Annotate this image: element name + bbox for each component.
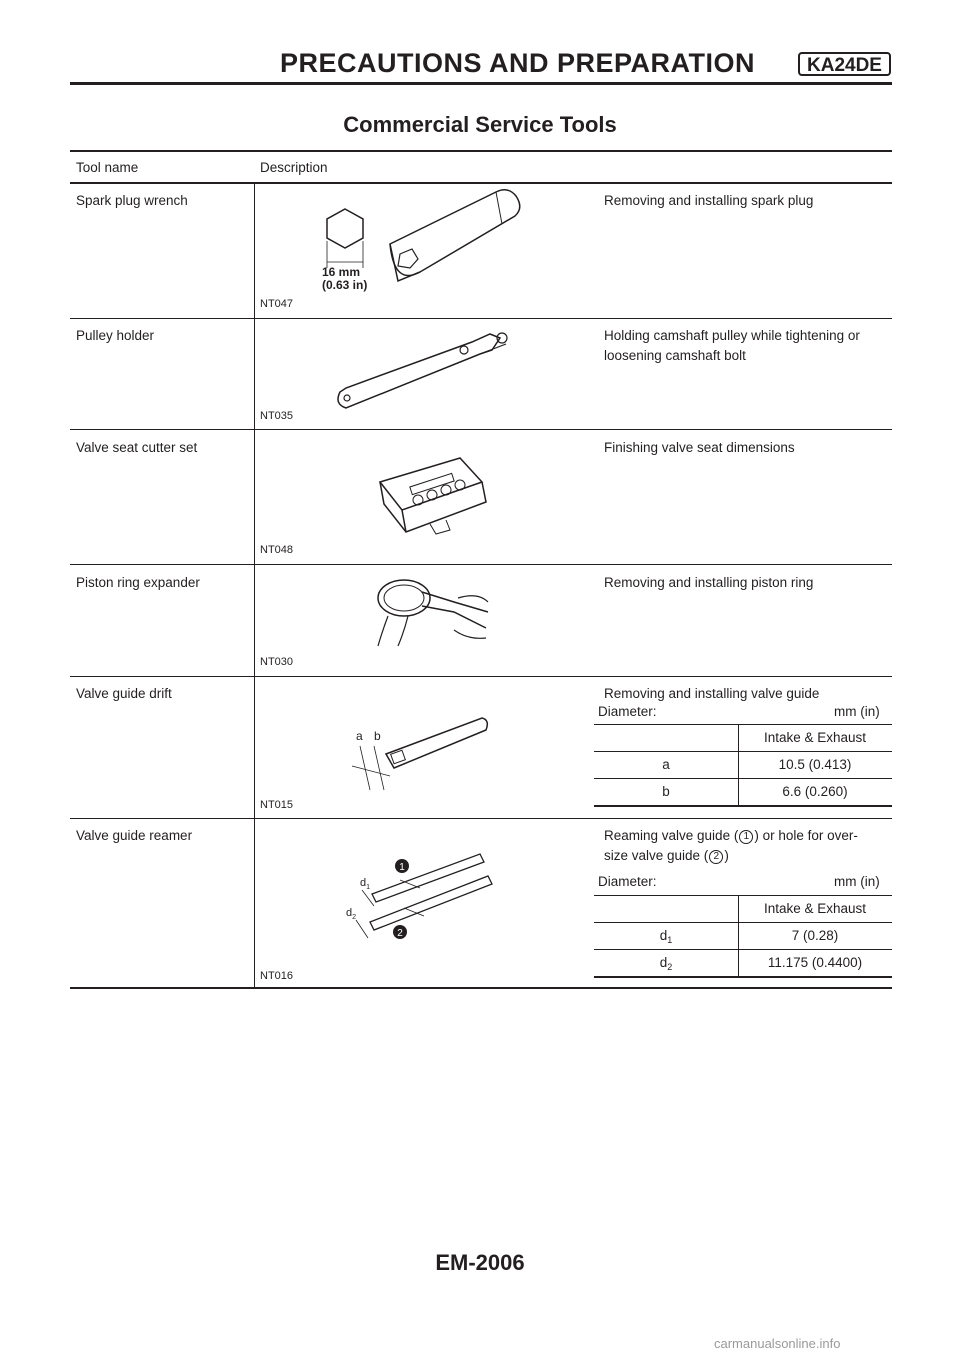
figure-code: NT016 <box>260 970 294 982</box>
dimension-label: b <box>662 784 670 799</box>
figure-label-d1: $d_1$ <box>360 877 371 891</box>
column-header-description: Description <box>260 160 328 175</box>
valve-guide-drift-dimension-table <box>594 724 892 807</box>
table-row <box>594 752 892 779</box>
tool-description: size valve guide ( 2 ) <box>604 848 729 863</box>
spark-plug-wrench-illustration <box>310 186 530 298</box>
row-divider <box>70 818 892 819</box>
row-divider <box>70 429 892 430</box>
diameter-label: Diameter: <box>598 704 657 719</box>
table-row <box>594 779 892 807</box>
watermark: carmanualsonline.info <box>714 1336 841 1351</box>
tool-description: Removing and installing valve guide <box>604 686 820 701</box>
dimension-label: $d_1$ <box>659 928 673 945</box>
header-code-badge: KA24DE <box>798 52 891 76</box>
valve-guide-drift-illustration <box>346 712 496 796</box>
callout-2-icon: 2 <box>397 928 403 939</box>
valve-seat-cutter-set-illustration <box>370 452 500 538</box>
reference-number-1-icon: 1 <box>739 830 753 844</box>
figure-code: NT030 <box>260 656 294 668</box>
column-header-tool-name: Tool name <box>76 160 139 175</box>
tool-name: Valve seat cutter set <box>76 440 198 455</box>
dimension-header-row <box>594 895 892 923</box>
dimension-header: Intake & Exhaust <box>763 730 867 745</box>
tool-name: Valve guide reamer <box>76 828 193 843</box>
pulley-holder-illustration <box>330 324 520 416</box>
figure-label-d2: $d_2$ <box>346 907 357 921</box>
dimension-label: $d_2$ <box>659 955 673 972</box>
column-divider <box>254 184 255 989</box>
tool-name: Valve guide drift <box>76 686 172 701</box>
row-divider <box>70 564 892 565</box>
figure-label-in: (0.63 in) <box>322 278 368 292</box>
row-divider <box>70 318 892 319</box>
tool-description: Reaming valve guide ( 1 ) or hole for over- <box>604 828 858 843</box>
table-bottom-rule <box>70 987 892 989</box>
unit-label: mm (in) <box>834 704 880 719</box>
dimension-header-row <box>594 724 892 752</box>
section-title: Commercial Service Tools <box>343 112 617 137</box>
row-divider <box>70 676 892 677</box>
table-top-rule <box>70 150 892 152</box>
tool-description: Removing and installing piston ring <box>604 575 814 590</box>
tool-description: Finishing valve seat dimensions <box>604 440 795 455</box>
callout-1-icon: 1 <box>399 862 405 873</box>
table-row <box>594 923 892 950</box>
dimension-value: 7 (0.28) <box>791 928 839 943</box>
figure-code: NT047 <box>260 298 294 310</box>
tool-description: loosening camshaft bolt <box>604 348 746 363</box>
tool-name: Pulley holder <box>76 328 155 343</box>
piston-ring-expander-illustration <box>368 572 492 652</box>
header-rule <box>70 82 892 85</box>
dimension-value: 11.175 (0.4400) <box>767 955 863 970</box>
valve-guide-reamer-dimension-table <box>594 895 892 978</box>
dimension-label: a <box>662 757 670 772</box>
figure-code: NT015 <box>260 799 294 811</box>
tool-name: Piston ring expander <box>76 575 200 590</box>
tool-description: Removing and installing spark plug <box>604 193 814 208</box>
dimension-value: 6.6 (0.260) <box>782 784 848 799</box>
page-number: EM-2006 <box>435 1250 525 1275</box>
tool-name: Spark plug wrench <box>76 193 188 208</box>
figure-label-b: b <box>374 729 381 743</box>
reference-number-2-icon: 2 <box>709 850 723 864</box>
valve-guide-reamer-illustration <box>340 850 500 950</box>
unit-label: mm (in) <box>834 874 880 889</box>
tool-description: Holding camshaft pulley while tightening or <box>604 328 860 343</box>
figure-code: NT035 <box>260 410 294 422</box>
figure-label-a: a <box>356 729 363 743</box>
diameter-label: Diameter: <box>598 874 657 889</box>
figure-code: NT048 <box>260 544 294 556</box>
header-rule-bottom <box>70 182 892 184</box>
table-row <box>594 950 892 978</box>
figure-label-mm: 16 mm <box>322 265 361 279</box>
header-title: PRECAUTIONS AND PREPARATION <box>280 48 756 78</box>
dimension-value: 10.5 (0.413) <box>778 757 852 772</box>
dimension-header: Intake & Exhaust <box>763 901 867 916</box>
